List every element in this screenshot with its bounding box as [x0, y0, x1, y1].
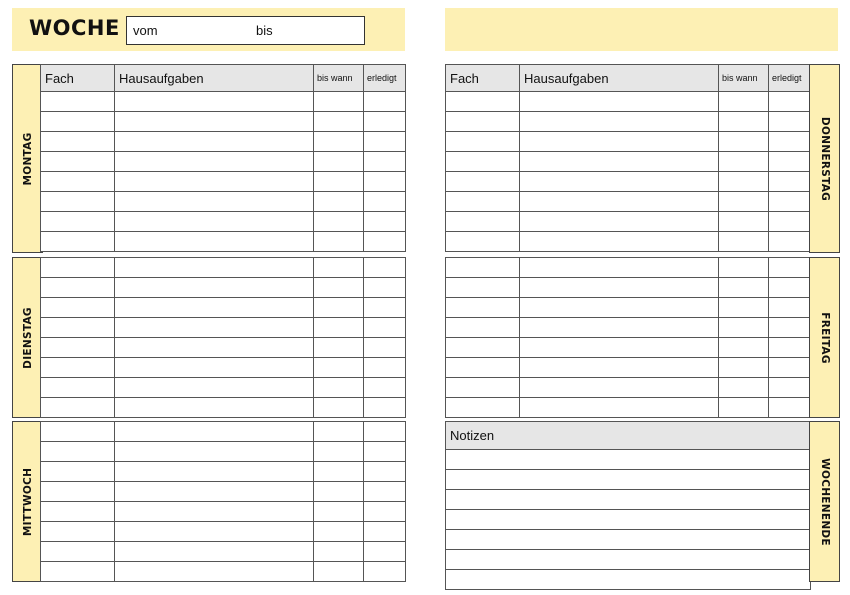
homework-table-wednesday [40, 421, 406, 582]
table-row[interactable] [446, 358, 811, 378]
table-row[interactable] [446, 172, 811, 192]
column-header-due: bis wann [719, 65, 769, 92]
table-row[interactable] [41, 562, 406, 582]
column-header-due: bis wann [314, 65, 364, 92]
table-row[interactable] [41, 192, 406, 212]
table-row[interactable] [41, 442, 406, 462]
notes-table [445, 421, 811, 590]
column-header-homework: Hausaufgaben [520, 65, 719, 92]
table-row[interactable] [446, 152, 811, 172]
to-label: bis [256, 23, 273, 38]
table-row[interactable] [41, 542, 406, 562]
table-row[interactable] [41, 338, 406, 358]
right-header-band [445, 8, 838, 51]
notes-line[interactable] [446, 470, 811, 490]
table-row[interactable] [446, 92, 811, 112]
week-header-band [12, 8, 405, 51]
day-label-wednesday: MITTWOCH [12, 421, 43, 582]
from-label: vom [133, 23, 158, 38]
week-title: WOCHE [29, 16, 120, 40]
table-row[interactable] [446, 112, 811, 132]
notes-line[interactable] [446, 570, 811, 590]
notes-line[interactable] [446, 550, 811, 570]
table-row[interactable] [41, 522, 406, 542]
day-label-monday: MONTAG [12, 64, 43, 253]
homework-table-monday [40, 64, 406, 252]
table-row[interactable] [41, 502, 406, 522]
table-row[interactable] [41, 462, 406, 482]
table-row[interactable] [41, 92, 406, 112]
column-header-homework: Hausaufgaben [115, 65, 314, 92]
table-row[interactable] [41, 112, 406, 132]
table-row[interactable] [446, 378, 811, 398]
table-row[interactable] [446, 318, 811, 338]
table-row[interactable] [41, 278, 406, 298]
table-row[interactable] [41, 482, 406, 502]
day-label-friday: FREITAG [809, 257, 840, 418]
day-label-thursday: DONNERSTAG [809, 64, 840, 253]
column-header-done: erledigt [769, 65, 811, 92]
homework-table-thursday [445, 64, 811, 252]
notes-line[interactable] [446, 450, 811, 470]
table-row[interactable] [41, 152, 406, 172]
notes-line[interactable] [446, 490, 811, 510]
table-row[interactable] [41, 258, 406, 278]
table-row[interactable] [446, 398, 811, 418]
table-row[interactable] [41, 132, 406, 152]
table-row[interactable] [41, 232, 406, 252]
column-header-done: erledigt [364, 65, 406, 92]
table-row[interactable] [41, 378, 406, 398]
column-header-subject: Fach [446, 65, 520, 92]
column-header-subject: Fach [41, 65, 115, 92]
date-range-field[interactable] [126, 16, 365, 45]
table-row[interactable] [41, 172, 406, 192]
table-row[interactable] [41, 318, 406, 338]
table-row[interactable] [446, 258, 811, 278]
table-row[interactable] [446, 298, 811, 318]
table-row[interactable] [41, 422, 406, 442]
table-row[interactable] [446, 212, 811, 232]
notes-line[interactable] [446, 510, 811, 530]
table-row[interactable] [41, 298, 406, 318]
table-row[interactable] [446, 278, 811, 298]
day-label-weekend: WOCHENENDE [809, 421, 840, 582]
homework-table-friday [445, 257, 811, 418]
table-row[interactable] [41, 212, 406, 232]
table-row[interactable] [446, 338, 811, 358]
table-row[interactable] [446, 132, 811, 152]
table-row[interactable] [446, 232, 811, 252]
day-label-tuesday: DIENSTAG [12, 257, 43, 418]
notes-line[interactable] [446, 530, 811, 550]
table-row[interactable] [446, 192, 811, 212]
notes-title: Notizen [446, 422, 811, 450]
table-row[interactable] [41, 358, 406, 378]
homework-table-tuesday [40, 257, 406, 418]
table-row[interactable] [41, 398, 406, 418]
